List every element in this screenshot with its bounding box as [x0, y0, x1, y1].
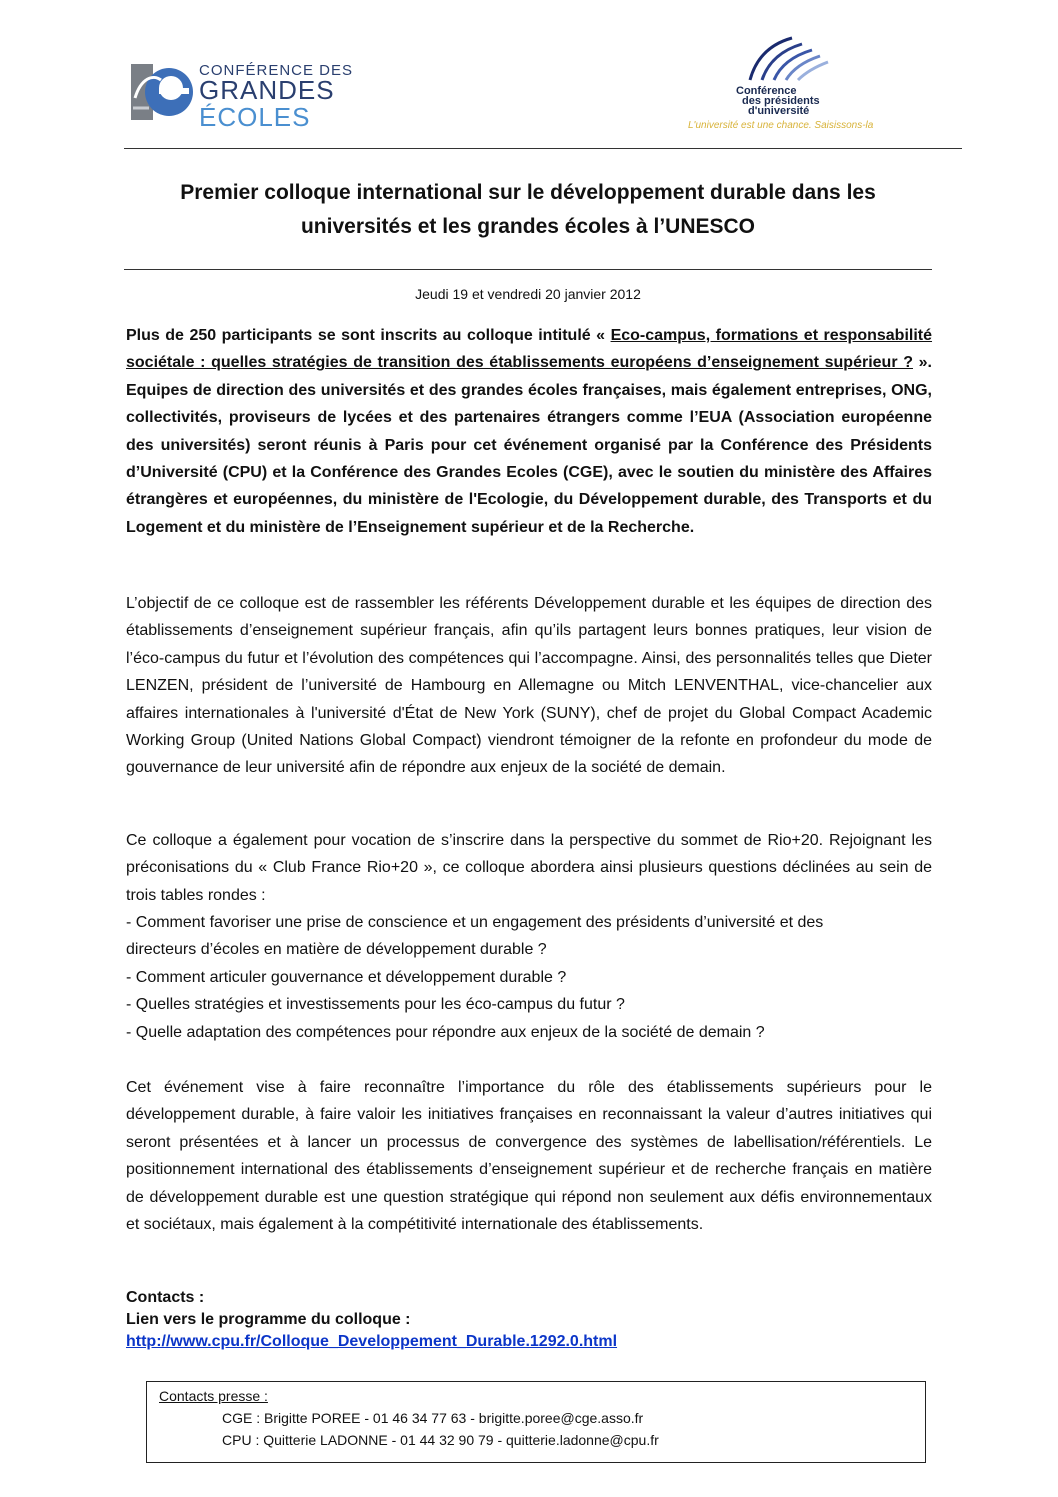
intro-part1: Plus de 250 participants se sont inscrits au colloque intitulé «: [126, 327, 611, 344]
cge-logo-line2: GRANDES: [199, 75, 335, 105]
cge-logo-line3: ÉCOLES: [199, 102, 311, 132]
program-label: Lien vers le programme du colloque :: [126, 1311, 411, 1328]
press-contact-cpu: CPU : Quitterie LADONNE - 01 44 32 90 79 - quitterie.ladonne@cpu.fr: [222, 1432, 659, 1448]
press-contact-cge: CGE : Brigitte POREE - 01 46 34 77 63 - brigitte.poree@cge.asso.fr: [222, 1410, 644, 1426]
document-title-line2: universités et les grandes écoles à l’UNESCO: [300, 215, 756, 238]
cpu-logo-tagline: L'université est une chance. Saisissons-la: [688, 120, 874, 131]
press-contacts-box: [146, 1381, 926, 1463]
document-title-line1: Premier colloque international sur le développement durable dans les: [180, 181, 876, 204]
cpu-logo-line3: d'université: [748, 105, 810, 117]
contacts-heading: Contacts :: [126, 1289, 205, 1306]
header-divider: [124, 148, 962, 149]
intro-part2: ». Equipes de direction des universités et des grandes écoles françaises, mais également entreprises, ONG, collectivités, proviseurs de lycées et des partenaires étrangers comme l’EUA (Association européenne des universités) seront réunis à Paris pour cet événement organisé par la Conférence des Présidents d’Université (CPU) et la Conférence des Grandes Ecoles (CGE), avec le soutien du ministère des Affaires étrangères et européennes, du ministère de l'Ecologie, du Développement durable, des Transports et du Logement et du ministère de l’Enseignement supérieur et de la Recherche.: [126, 354, 932, 536]
intro-paragraph: [126, 322, 932, 541]
press-contacts-title: Contacts presse :: [159, 1388, 268, 1404]
cpu-logo: [676, 28, 906, 131]
question-line-2: directeurs d’écoles en matière de développement durable ?: [126, 941, 547, 958]
cpu-logo-line1: Conférence: [736, 85, 797, 97]
cge-emblem-icon: [131, 58, 193, 126]
question-line-4: - Quelles stratégies et investissements pour les éco-campus du futur ?: [126, 996, 625, 1013]
title-divider: [124, 269, 932, 270]
program-link[interactable]: http://www.cpu.fr/Colloque_Developpement_Durable.1292.0.html: [126, 1333, 618, 1350]
question-line-3: - Comment articuler gouvernance et développement durable ?: [126, 969, 567, 986]
question-line-5: - Quelle adaptation des compétences pour répondre aux enjeux de la société de demain ?: [126, 1024, 765, 1041]
cge-logo: [131, 58, 354, 132]
objective-paragraph: L’objectif de ce colloque est de rassembler les référents Développement durable et les équipes de direction des établissements d’enseignement supérieur français, afin qu’ils partagent leurs bonnes pratiques, leur vision de l’éco-campus du futur et l’évolution des compétences qui l’accompagne. Ainsi, des personnalités telles que Dieter LENZEN, président de l’université de Hambourg en Allemagne ou Mitch LENVENTHAL, vice-chancelier aux affaires internationales à l'université d'État de New York (SUNY), chef de projet du Global Compact Academic Working Group (United Nations Global Compact) viendront témoigner de la refonte en profondeur du mode de gouvernance de leur université afin de répondre aux enjeux de la société de demain.: [126, 595, 932, 777]
rio-paragraph: Ce colloque a également pour vocation de s’inscrire dans la perspective du sommet de Rio+20. Rejoignant les préconisations du « Club France Rio+20 », ce colloque abordera ainsi plusieurs questions déclinées au sein de trois tables rondes :: [126, 832, 932, 904]
cpu-logo-line2: des présidents: [742, 95, 820, 107]
colloquium-title-link[interactable]: Eco-campus, formations et responsabilité sociétale : quelles stratégies de transition des établissements européens d’enseignement supérieur ?: [126, 327, 933, 372]
event-date: Jeudi 19 et vendredi 20 janvier 2012: [415, 286, 641, 302]
cpu-arcs-icon: [730, 28, 840, 83]
cge-logo-line1: CONFÉRENCE DES: [199, 62, 354, 79]
conclusion-paragraph: Cet événement vise à faire reconnaître l’importance du rôle des établissements supérieurs pour le développement durable, à faire valoir les initiatives françaises en reconnaissant la valeur d’autres initiatives qui seront présentées et à lancer un processus de convergence des systèmes de labellisation/référentiels. Le positionnement international des établissements d’enseignement supérieur et de recherche français en matière de développement durable est une question stratégique qui répond non seulement aux défis environnementaux et sociétaux, mais également à la compétitivité internationale des établissements.: [126, 1079, 932, 1234]
contacts-section: [126, 1287, 617, 1353]
question-line-1: - Comment favoriser une prise de conscience et un engagement des présidents d’université et des: [126, 914, 824, 931]
